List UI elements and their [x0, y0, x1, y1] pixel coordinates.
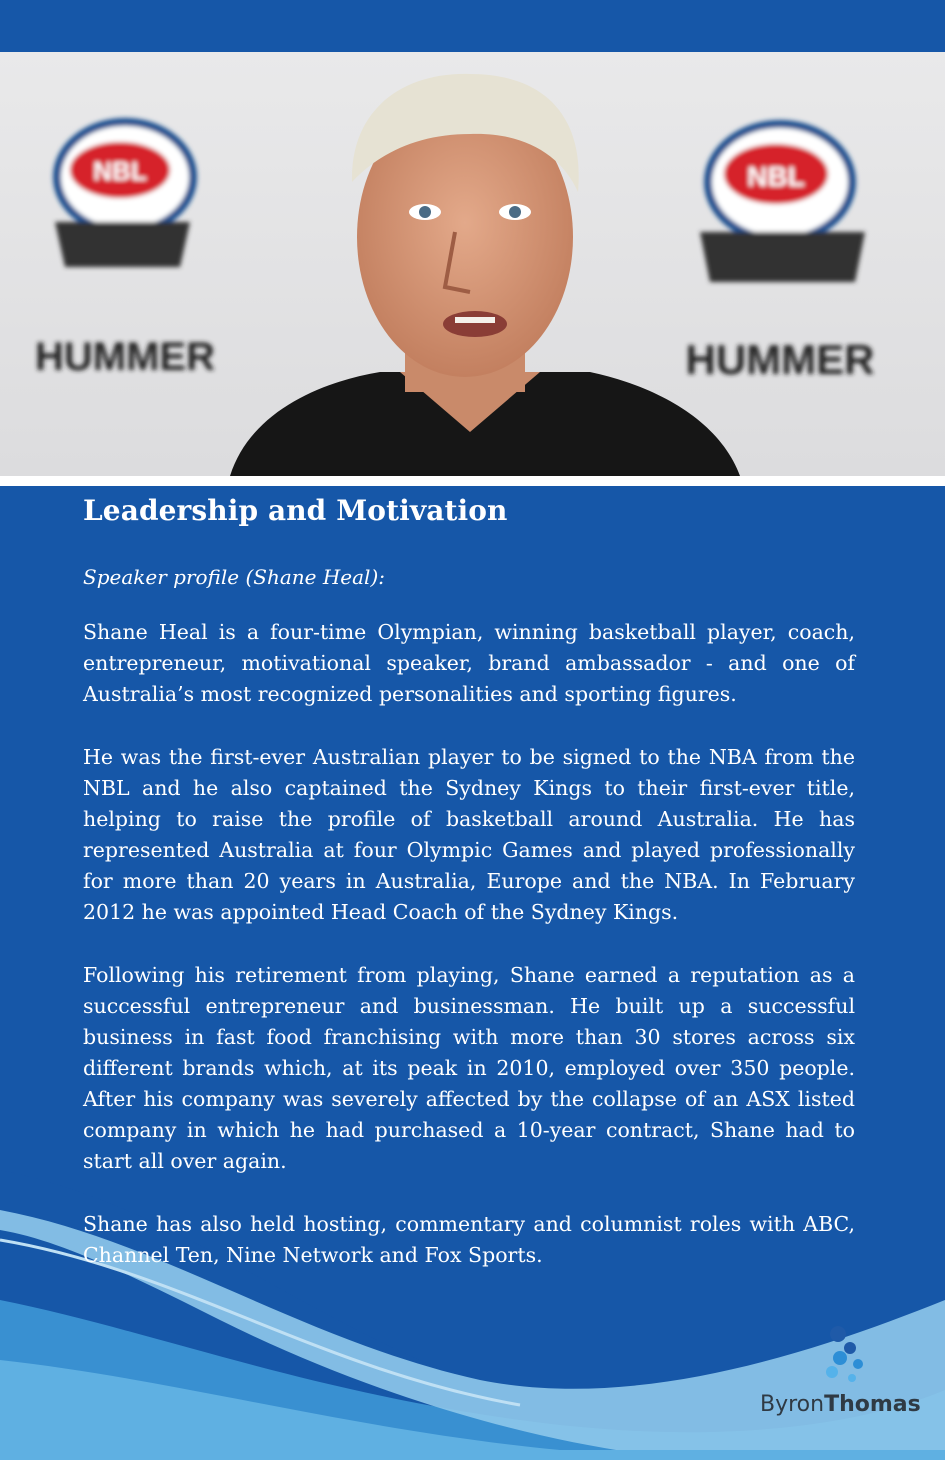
- article-paragraph: Following his retirement from playing, Shane earned a reputation as a successful entrepreneur and businessman. He built up a successful business in fast food franchising with more than 30 stores across six different brands which, at its peak in 2010, employed over 350 people. After his company was severely affected by the collapse of an ASX listed company in which he had purchased a 10-year contract, Shane had to start all over again.: [83, 963, 855, 1173]
- banner-left-logo: [35, 122, 215, 379]
- brand-name: [760, 1392, 935, 1417]
- banner-right-logo: [686, 124, 875, 383]
- brand-logo: [760, 1320, 935, 1420]
- banner-left-wordmark: HUMMER: [35, 335, 215, 379]
- speaker-figure: [230, 74, 740, 476]
- article-subheading: Speaker profile (Shane Heal):: [83, 565, 385, 589]
- article-paragraph: Shane has also held hosting, commentary and columnist roles with ABC, Channel Ten, Nine Network and Fox Sports.: [83, 1212, 855, 1267]
- article-heading: Leadership and Motivation: [83, 494, 508, 527]
- speaker-photo-illustration: [0, 52, 945, 476]
- banner-right-logo-text: NBL: [747, 161, 805, 192]
- droplet-splash-icon: [760, 1320, 935, 1390]
- banner-right-wordmark: HUMMER: [685, 336, 875, 383]
- photo-separator: [0, 476, 945, 486]
- speaker-photo: [0, 52, 945, 476]
- article: [83, 494, 855, 1303]
- article-paragraph: Shane Heal is a four-time Olympian, winning basketball player, coach, entrepreneur, motivational speaker, brand ambassador - and one of Australia’s most recognized personalities and sporting figures.: [83, 620, 855, 706]
- brand-name-first: Byron: [760, 1392, 825, 1417]
- banner-left-logo-text: NBL: [93, 156, 147, 186]
- article-paragraph: He was the first-ever Australian player to be signed to the NBA from the NBL and he also captained the Sydney Kings to their first-ever title, helping to raise the profile of basketball around Australia. He has represented Australia at four Olympic Games and played professionally for more than 20 years in Australia, Europe and the NBA. In February 2012 he was appointed Head Coach of the Sydney Kings.: [83, 745, 855, 924]
- brand-name-last: Thomas: [824, 1392, 921, 1417]
- top-band: [0, 0, 945, 52]
